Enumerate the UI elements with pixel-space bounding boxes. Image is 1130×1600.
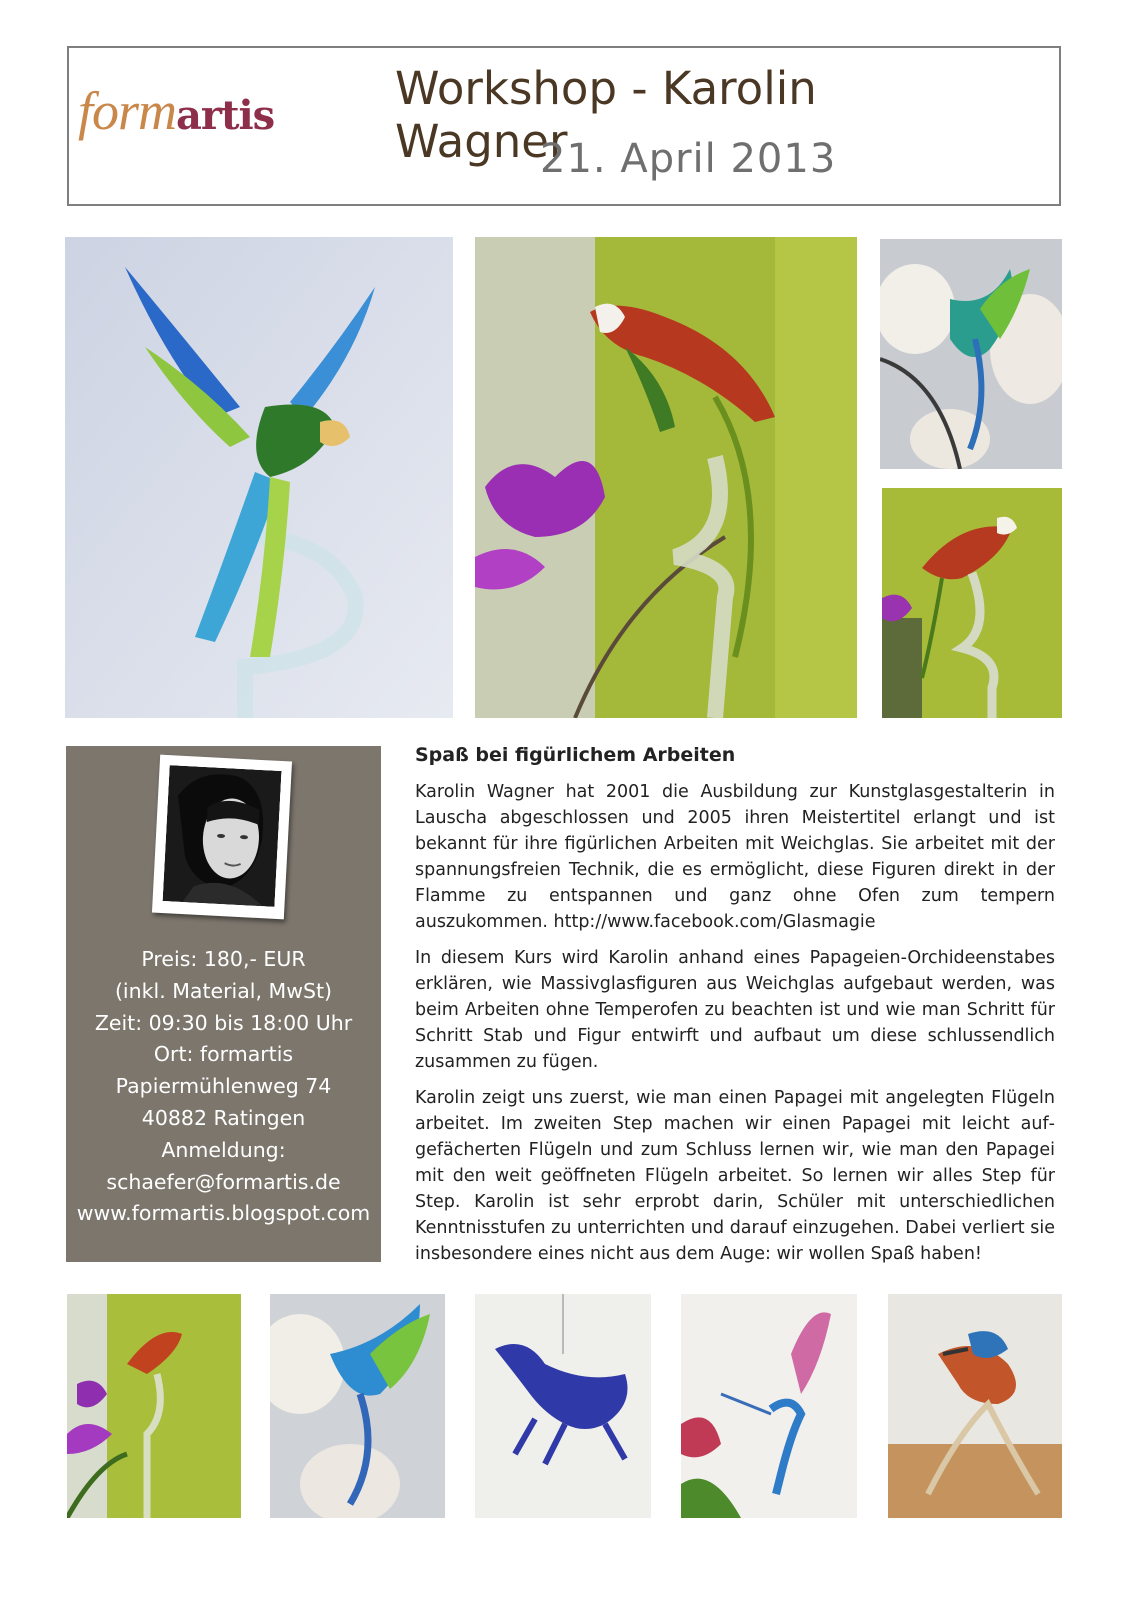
info-website: www.formartis.blogspot.com — [76, 1201, 371, 1226]
photo-red-parrot-orchid — [475, 237, 857, 718]
info-street: Papiermühlenweg 74 — [115, 1074, 332, 1099]
photo-blue-parrot-orchid-small — [880, 239, 1062, 469]
info-price: Preis: 180,- EUR — [141, 947, 306, 971]
photo-bottom-hummingbird — [681, 1294, 857, 1518]
photo-red-parrot-small — [882, 488, 1062, 718]
article-paragraph: Karolin zeigt uns zuerst, wie man einen Papagei mit angelegten Flügeln arbeitet. Im zweiten Step machen wir einen Papagei mit leicht aufgefächerten Flügeln und zum Schluss lernen wir, wie man den Papagei mit den weit geöffneten Flügeln arbeitet. So lernen wir alles Step für Step. Karolin ist sehr erprobt darin, Schüler mit unterschiedlichen Kenntnisstufen zu unterrichten und darauf einzugehen. Dabei verliert sie insbesondere eines nicht aus dem Auge: wir wollen Spaß haben! — [415, 1088, 1055, 1264]
info-location: Ort: formartis — [153, 1042, 294, 1067]
portrait-photo-frame — [152, 755, 292, 920]
article-heading: Spaß bei figürlichem Arbeiten — [415, 744, 736, 766]
formartis-logo: formartis — [78, 81, 275, 141]
info-registration-label: Anmeldung: — [161, 1137, 286, 1162]
photo-bottom-red-parrot — [67, 1294, 241, 1518]
event-info-text — [66, 944, 381, 1230]
photo-bottom-glass-horse — [475, 1294, 651, 1518]
article-paragraph: Karolin Wagner hat 2001 die Ausbildung zur Kunstglasgestalterin in Lauscha abgeschlossen und 2005 ihren Meistertitel erlangt und ist bekannt für ihre figürlichen Arbeiten mit Weichglas. Sie arbeitet mit der spannungsfreien Technik, die es ermöglicht, diese Figuren direkt in der Flamme zu entspannen und ganz ohne Ofen zum tempern auszukommen. http://www.facebook.com/Glasmagie — [415, 782, 1055, 932]
article-paragraph: In diesem Kurs wird Karolin anhand eines Papageien-Orchideenstabes erklären, wie Massivglasfiguren aus Weichglas aufgebaut werden, was beim Arbeiten ohne Temperofen zu beachten ist und wie man Schritt für Schritt Stab und Figur entwirft und aufbaut um diese schlussendlich zusammen zu fügen. — [415, 948, 1055, 1072]
info-city: 40882 Ratingen — [141, 1105, 306, 1130]
photo-bottom-blue-parrot — [270, 1294, 445, 1518]
article — [415, 744, 1055, 1277]
info-price-note: (inkl. Material, MwSt) — [114, 978, 333, 1003]
info-email: schaefer@formartis.de — [106, 1169, 341, 1194]
portrait-photo-karolin-wagner — [163, 765, 282, 907]
photo-blue-parrot-large — [65, 237, 453, 718]
info-time: Zeit: 09:30 bis 18:00 Uhr — [94, 1010, 353, 1035]
page-title: Workshop - Karolin Wagner — [395, 62, 817, 168]
event-date: 21. April 2013 — [540, 136, 837, 182]
photo-bottom-kingfisher — [888, 1294, 1062, 1518]
